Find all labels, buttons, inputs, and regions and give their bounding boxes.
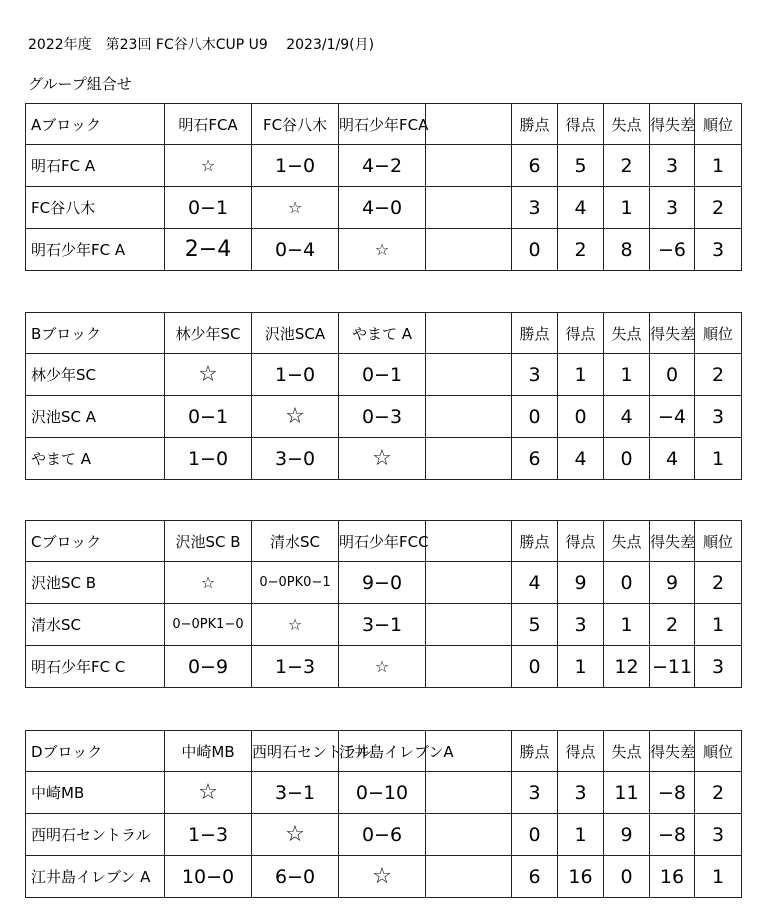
- stat-diff: −8: [650, 772, 695, 814]
- spacer-cell: [426, 354, 512, 396]
- stat-conceded: 8: [604, 229, 650, 271]
- result-cell: 1−3: [252, 646, 339, 688]
- stat-points: 3: [512, 187, 558, 229]
- stat-scored: 1: [558, 814, 604, 856]
- stat-rank: 1: [695, 145, 742, 187]
- page-subtitle: グループ組合せ: [28, 75, 132, 93]
- result-cell: 1−3: [165, 814, 252, 856]
- stat-diff: −4: [650, 396, 695, 438]
- opponent-header: 江井島イレブンA: [339, 731, 426, 772]
- table-row: [26, 354, 742, 396]
- result-cell: 2−4: [165, 229, 252, 271]
- spacer-cell: [426, 646, 512, 688]
- opponent-header: FC谷八木: [252, 104, 339, 145]
- stat-scored: 5: [558, 145, 604, 187]
- stat-header-scored: 得点: [558, 313, 604, 354]
- opponent-header: 明石少年FCA: [339, 104, 426, 145]
- stat-scored: 4: [558, 438, 604, 480]
- stat-diff: 3: [650, 187, 695, 229]
- stat-conceded: 9: [604, 814, 650, 856]
- team-name: 清水SC: [26, 604, 165, 646]
- block-header-row: [26, 313, 742, 354]
- stat-rank: 2: [695, 562, 742, 604]
- stat-rank: 1: [695, 856, 742, 898]
- stat-points: 0: [512, 396, 558, 438]
- stat-rank: 3: [695, 229, 742, 271]
- team-name: やまて A: [26, 438, 165, 480]
- stat-header-points: 勝点: [512, 104, 558, 145]
- stat-diff: −8: [650, 814, 695, 856]
- table-row: [26, 438, 742, 480]
- opponent-header: 中崎MB: [165, 731, 252, 772]
- stat-diff: −6: [650, 229, 695, 271]
- result-cell: 1−0: [252, 145, 339, 187]
- result-cell: 10−0: [165, 856, 252, 898]
- table-row: [26, 772, 742, 814]
- stat-points: 6: [512, 438, 558, 480]
- opponent-header: やまて A: [339, 313, 426, 354]
- team-name: 明石少年FC A: [26, 229, 165, 271]
- opponent-header: 沢池SC B: [165, 521, 252, 562]
- stat-conceded: 2: [604, 145, 650, 187]
- stat-points: 3: [512, 354, 558, 396]
- stat-header-rank: 順位: [695, 521, 742, 562]
- stat-conceded: 1: [604, 354, 650, 396]
- result-cell: 1−0: [165, 438, 252, 480]
- stat-header-diff: 得失差: [650, 731, 695, 772]
- stat-header-conceded: 失点: [604, 313, 650, 354]
- block-d-table: [25, 730, 742, 898]
- spacer-cell: [426, 229, 512, 271]
- block-c-table: [25, 520, 742, 688]
- result-cell: 0−0PK1−0: [165, 604, 252, 646]
- table-row: [26, 396, 742, 438]
- team-name: 林少年SC: [26, 354, 165, 396]
- result-cell: 1−0: [252, 354, 339, 396]
- result-cell: 3−1: [252, 772, 339, 814]
- block-name: Cブロック: [26, 521, 165, 562]
- result-cell: 0−10: [339, 772, 426, 814]
- team-name: 西明石セントラル: [26, 814, 165, 856]
- table-row: [26, 604, 742, 646]
- stat-rank: 1: [695, 604, 742, 646]
- result-cell: 4−0: [339, 187, 426, 229]
- stat-rank: 3: [695, 814, 742, 856]
- stat-header-rank: 順位: [695, 104, 742, 145]
- table-row: [26, 229, 742, 271]
- table-row: [26, 187, 742, 229]
- result-cell: 0−3: [339, 396, 426, 438]
- stat-rank: 2: [695, 354, 742, 396]
- spacer-cell: [426, 521, 512, 562]
- result-cell: 0−9: [165, 646, 252, 688]
- team-name: 明石少年FC C: [26, 646, 165, 688]
- result-cell: ☆: [252, 187, 339, 229]
- result-cell: ☆: [165, 772, 252, 814]
- team-name: 沢池SC A: [26, 396, 165, 438]
- stat-points: 3: [512, 772, 558, 814]
- block-b-table: [25, 312, 742, 480]
- result-cell: 0−0PK0−1: [252, 562, 339, 604]
- opponent-header: 明石FCA: [165, 104, 252, 145]
- block-name: Bブロック: [26, 313, 165, 354]
- stat-header-diff: 得失差: [650, 104, 695, 145]
- stat-rank: 3: [695, 646, 742, 688]
- stat-header-conceded: 失点: [604, 104, 650, 145]
- result-cell: ☆: [339, 438, 426, 480]
- stat-scored: 1: [558, 354, 604, 396]
- stat-conceded: 0: [604, 438, 650, 480]
- result-cell: 9−0: [339, 562, 426, 604]
- block-name: Aブロック: [26, 104, 165, 145]
- block-header-row: [26, 104, 742, 145]
- stat-header-conceded: 失点: [604, 731, 650, 772]
- stat-conceded: 0: [604, 562, 650, 604]
- stat-conceded: 1: [604, 604, 650, 646]
- stat-scored: 4: [558, 187, 604, 229]
- stat-diff: 3: [650, 145, 695, 187]
- team-name: 江井島イレブン A: [26, 856, 165, 898]
- spacer-cell: [426, 187, 512, 229]
- stat-scored: 9: [558, 562, 604, 604]
- block-header-row: [26, 521, 742, 562]
- result-cell: ☆: [165, 562, 252, 604]
- opponent-header: 清水SC: [252, 521, 339, 562]
- result-cell: ☆: [165, 354, 252, 396]
- stat-points: 6: [512, 856, 558, 898]
- spacer-cell: [426, 856, 512, 898]
- opponent-header: 沢池SCA: [252, 313, 339, 354]
- stat-diff: 4: [650, 438, 695, 480]
- stat-header-conceded: 失点: [604, 521, 650, 562]
- result-cell: 4−2: [339, 145, 426, 187]
- stat-header-diff: 得失差: [650, 521, 695, 562]
- stat-header-points: 勝点: [512, 521, 558, 562]
- stat-scored: 2: [558, 229, 604, 271]
- block-header-row: [26, 731, 742, 772]
- result-cell: ☆: [339, 229, 426, 271]
- opponent-header: 明石少年FCC: [339, 521, 426, 562]
- stat-diff: 0: [650, 354, 695, 396]
- spacer-cell: [426, 438, 512, 480]
- stat-header-scored: 得点: [558, 521, 604, 562]
- stat-points: 0: [512, 229, 558, 271]
- result-cell: ☆: [165, 145, 252, 187]
- stat-rank: 3: [695, 396, 742, 438]
- stat-header-diff: 得失差: [650, 313, 695, 354]
- result-cell: ☆: [252, 604, 339, 646]
- result-cell: ☆: [339, 856, 426, 898]
- stat-points: 4: [512, 562, 558, 604]
- spacer-cell: [426, 562, 512, 604]
- result-cell: ☆: [339, 646, 426, 688]
- result-cell: 3−0: [252, 438, 339, 480]
- team-name: 中崎MB: [26, 772, 165, 814]
- stat-header-points: 勝点: [512, 313, 558, 354]
- opponent-header: 西明石セントラル: [252, 731, 339, 772]
- spacer-cell: [426, 313, 512, 354]
- result-cell: 0−6: [339, 814, 426, 856]
- stat-scored: 3: [558, 604, 604, 646]
- spacer-cell: [426, 145, 512, 187]
- spacer-cell: [426, 772, 512, 814]
- stat-header-points: 勝点: [512, 731, 558, 772]
- result-cell: ☆: [252, 814, 339, 856]
- table-row: [26, 814, 742, 856]
- stat-header-scored: 得点: [558, 731, 604, 772]
- spacer-cell: [426, 814, 512, 856]
- stat-header-rank: 順位: [695, 313, 742, 354]
- stat-points: 6: [512, 145, 558, 187]
- result-cell: 3−1: [339, 604, 426, 646]
- result-cell: 6−0: [252, 856, 339, 898]
- page-title: 2022年度 第23回 FC谷八木CUP U9 2023/1/9(月): [28, 37, 375, 53]
- stat-scored: 0: [558, 396, 604, 438]
- result-cell: 0−1: [165, 187, 252, 229]
- team-name: FC谷八木: [26, 187, 165, 229]
- stat-points: 0: [512, 814, 558, 856]
- stat-scored: 1: [558, 646, 604, 688]
- stat-rank: 2: [695, 187, 742, 229]
- spacer-cell: [426, 396, 512, 438]
- stat-diff: 2: [650, 604, 695, 646]
- spacer-cell: [426, 604, 512, 646]
- team-name: 沢池SC B: [26, 562, 165, 604]
- stat-conceded: 1: [604, 187, 650, 229]
- stat-conceded: 0: [604, 856, 650, 898]
- table-row: [26, 562, 742, 604]
- result-cell: 0−4: [252, 229, 339, 271]
- opponent-header: 林少年SC: [165, 313, 252, 354]
- stat-diff: 9: [650, 562, 695, 604]
- stat-scored: 16: [558, 856, 604, 898]
- stat-rank: 2: [695, 772, 742, 814]
- spacer-cell: [426, 104, 512, 145]
- stat-points: 5: [512, 604, 558, 646]
- stat-header-scored: 得点: [558, 104, 604, 145]
- stat-conceded: 11: [604, 772, 650, 814]
- block-a-table: [25, 103, 742, 271]
- block-name: Dブロック: [26, 731, 165, 772]
- table-row: [26, 646, 742, 688]
- table-row: [26, 145, 742, 187]
- stat-conceded: 4: [604, 396, 650, 438]
- stat-diff: −11: [650, 646, 695, 688]
- stat-conceded: 12: [604, 646, 650, 688]
- team-name: 明石FC A: [26, 145, 165, 187]
- stat-diff: 16: [650, 856, 695, 898]
- stat-points: 0: [512, 646, 558, 688]
- table-row: [26, 856, 742, 898]
- stat-rank: 1: [695, 438, 742, 480]
- result-cell: ☆: [252, 396, 339, 438]
- result-cell: 0−1: [339, 354, 426, 396]
- stat-scored: 3: [558, 772, 604, 814]
- result-cell: 0−1: [165, 396, 252, 438]
- stat-header-rank: 順位: [695, 731, 742, 772]
